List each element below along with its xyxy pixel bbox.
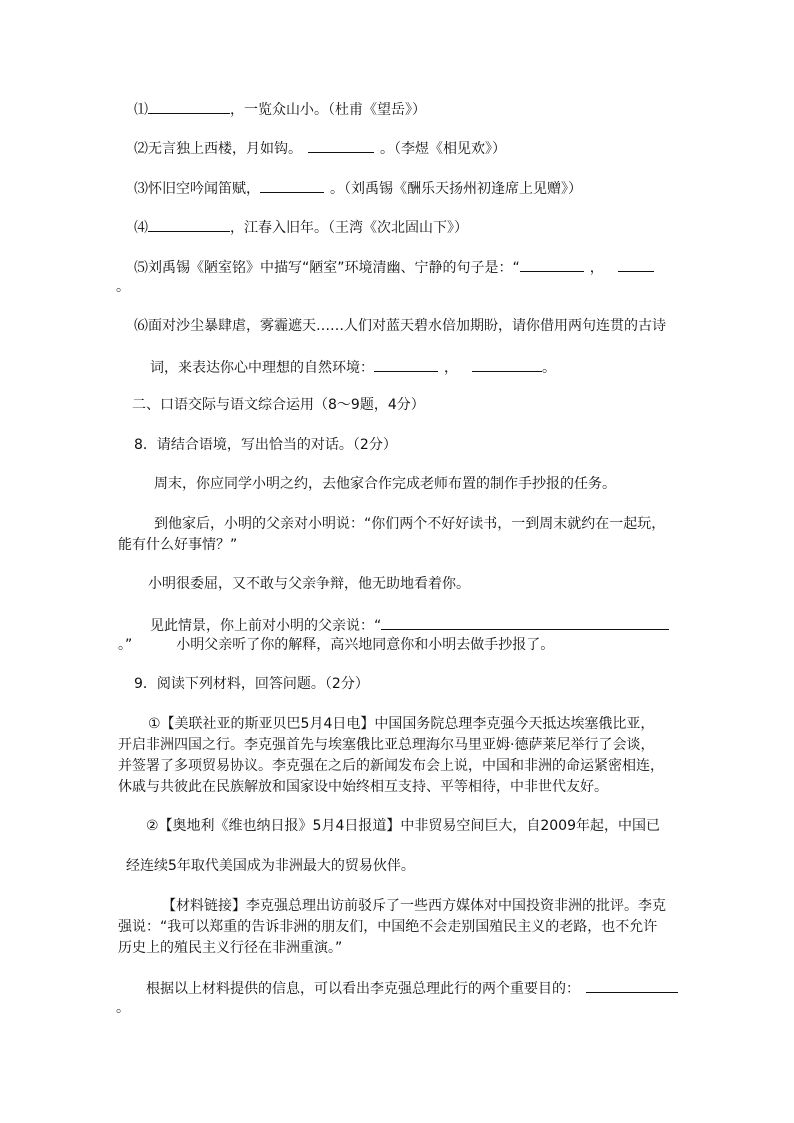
q8-paragraph-4-line-1 (150, 614, 669, 636)
q5-blank-1[interactable] (520, 256, 584, 272)
q9-link-line-2: 强说：“我可以郑重的告诉非洲的朋友们，中国绝不会走别国殖民主义的老路，也不允许 (118, 919, 658, 935)
q5-separator: ， (589, 260, 604, 276)
q9-material-1-line-4: 休戚与共彼此在民族解放和国家设中始终相互支持、平等相待，中非世代友好。 (118, 779, 608, 795)
q8-title: 8．请结合语境，写出恰当的对话。（2分） (134, 437, 397, 453)
q3-blank[interactable] (260, 177, 324, 193)
q8-result: 小明父亲听了你的解释，高兴地同意你和小明去做手抄报了。 (176, 637, 555, 653)
q2-text: ⑵无言独上西楼，月如钩。 (134, 141, 302, 157)
q6-separator: ， (444, 360, 458, 376)
q8-paragraph-2-line-1: 到他家后，小明的父亲对小明说：“你们两个不好好读书，一到周末就约在一起玩， (154, 516, 666, 532)
q9-material-2-line-1: ②【奥地利《维也纳日报》5月4日报道】中非贸易空间巨大，自2009年起，中国已 (146, 818, 660, 834)
q6-line-2 (150, 356, 556, 378)
section-2-heading: 二、口语交际与语文综合运用（8～9题，4分） (132, 397, 425, 413)
q9-answer-blank[interactable] (586, 977, 678, 993)
q5-text: ⑸刘禹锡《陋室铭》中描写“陋室”环境清幽、宁静的句子是：“ (134, 260, 520, 276)
q4-text: ，江春入旧年。（王湾《次北固山下》） (230, 220, 468, 236)
q9-title: 9．阅读下列材料，回答问题。（2分） (134, 676, 369, 692)
q1-text: ，一览众山小。（杜甫《望岳》） (230, 102, 426, 118)
q8-prompt: 见此情景，你上前对小明的父亲说：“ (150, 618, 382, 634)
q2-source: 。（李煜《相见欢》） (380, 141, 506, 157)
q3-source: 。（刘禹锡《酬乐天扬州初逢席上见赠》） (330, 181, 582, 197)
q8-answer-blank[interactable] (381, 614, 669, 630)
q5-line (134, 256, 654, 278)
q2-line (134, 137, 506, 159)
q6-end: 。 (542, 360, 556, 376)
q8-paragraph-4-line-2 (118, 635, 554, 655)
q8-paragraph-2-line-2: 能有什么好事情？” (118, 537, 238, 553)
q2-blank[interactable] (308, 137, 374, 153)
q9-link-line-3: 历史上的殖民主义行径在非洲重演。” (118, 940, 343, 956)
q6-prompt: 词，来表达你心中理想的自然环境： (150, 360, 374, 376)
q8-paragraph-3: 小明很委屈，又不敢与父亲争辩，他无助地看着你。 (148, 576, 470, 592)
q9-link-line-1: 【材料链接】李克强总理出访前驳斥了一些西方媒体对中国投资非洲的批评。李克 (162, 898, 666, 914)
q4-line (134, 216, 468, 238)
q4-blank[interactable] (148, 216, 230, 232)
q3-line (134, 177, 582, 199)
q1-blank[interactable] (148, 98, 230, 114)
q4-number: ⑷ (134, 220, 148, 236)
q9-end: 。 (116, 1000, 130, 1016)
q9-material-2-line-2: 经连续5年取代美国成为非洲最大的贸易伙伴。 (126, 858, 415, 874)
q6-blank-1[interactable] (374, 356, 438, 372)
q3-text: ⑶怀旧空吟闻笛赋， (134, 181, 260, 197)
q8-paragraph-1: 周末，你应同学小明之约，去他家合作完成老师布置的制作手抄报的任务。 (154, 476, 616, 492)
q5-end: 。 (116, 279, 130, 295)
q9-question-line (146, 977, 678, 999)
q1-number: ⑴ (134, 102, 148, 118)
q5-blank-2[interactable] (618, 256, 654, 272)
q9-material-1-line-3: 并签署了多项贸易协议。李克强在之后的新闻发布会上说，中国和非洲的命运紧密相连， (118, 758, 664, 774)
q1-line (134, 98, 426, 120)
q8-quote-close: 。” (118, 637, 133, 653)
q9-question: 根据以上材料提供的信息，可以看出李克强总理此行的两个重要目的： (146, 981, 580, 997)
q9-material-1-line-1: ①【美联社亚的斯亚贝巴5月4日电】中国国务院总理李克强今天抵达埃塞俄比亚， (148, 716, 655, 732)
q6-blank-2[interactable] (472, 356, 542, 372)
q9-material-1-line-2: 开启非洲四国之行。李克强首先与埃塞俄比亚总理海尔马里亚姆·德萨莱尼举行了会谈， (118, 737, 655, 753)
q6-line-1: ⑹面对沙尘暴肆虐，雾霾遮天……人们对蓝天碧水倍加期盼，请你借用两句连贯的古诗 (134, 318, 666, 334)
